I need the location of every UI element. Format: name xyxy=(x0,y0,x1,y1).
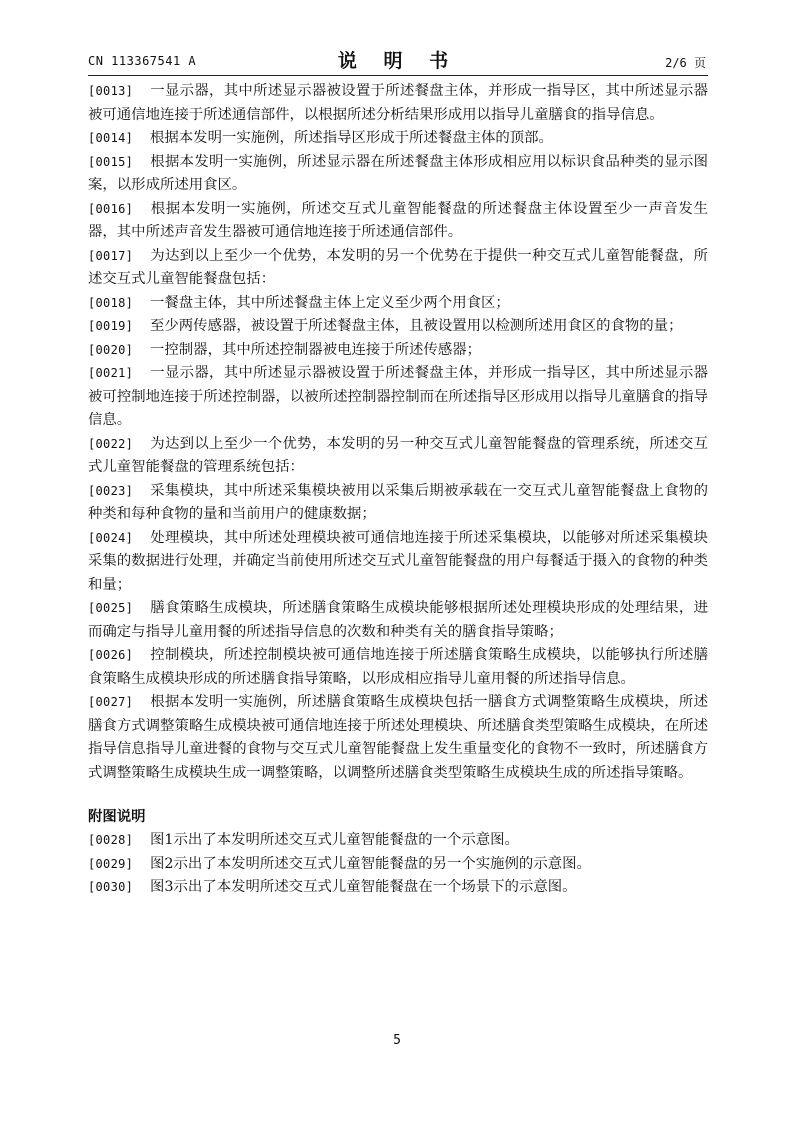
section-heading: 附图说明 xyxy=(88,809,146,825)
paragraph xyxy=(88,339,708,363)
paragraph-text: 一显示器，其中所述显示器被设置于所述餐盘主体，并形成一指导区，其中所述显示器被可通信地连接于所述通信部件，以根据所述分析结果形成用以指导儿童膳食的指导信息。 xyxy=(88,83,708,123)
paragraph xyxy=(88,597,708,644)
paragraph-text: 图1示出了本发明所述交互式儿童智能餐盘的一个示意图。 xyxy=(150,832,519,848)
paragraph-text: 根据本发明一实施例，所述指导区形成于所述餐盘主体的顶部。 xyxy=(150,130,553,146)
paragraph-text: 图3示出了本发明所述交互式儿童智能餐盘在一个场景下的示意图。 xyxy=(150,879,577,895)
paragraph-text: 根据本发明一实施例，所述显示器在所述餐盘主体形成相应用以标识食品种类的显示图案，以形成所述用食区。 xyxy=(88,153,708,193)
paragraph-number: [0015] xyxy=(88,154,134,169)
paragraph-number: [0028] xyxy=(88,833,134,847)
paragraph-number: [0030] xyxy=(88,880,134,894)
page-header xyxy=(88,48,708,74)
paragraph xyxy=(88,127,708,151)
paragraph xyxy=(88,527,708,598)
figure-paragraph xyxy=(88,853,708,877)
paragraph-number: [0016] xyxy=(88,201,134,216)
paragraph-text: 膳食策略生成模块，所述膳食策略生成模块能够根据所述处理模块形成的处理结果，进而确定与指导儿童用餐的所述指导信息的次数和种类有关的膳食指导策略； xyxy=(88,600,708,640)
page-number: 5 xyxy=(393,1033,401,1048)
paragraph-number: [0029] xyxy=(88,856,134,871)
paragraph xyxy=(88,433,708,480)
paragraph-number: [0020] xyxy=(88,342,134,357)
paragraph xyxy=(88,315,708,339)
paragraph-text: 一显示器，其中所述显示器被设置于所述餐盘主体，并形成一指导区，其中所述显示器被可控制地连接于所述控制器，以被所述控制器控制而在所述指导区形成用以指导儿童膳食的指导信息。 xyxy=(88,365,708,428)
paragraph xyxy=(88,292,708,316)
paragraph-text: 采集模块，其中所述采集模块被用以采集后期被承载在一交互式儿童智能餐盘上食物的种类和每种食物的量和当前用户的健康数据； xyxy=(88,482,708,522)
paragraph-number: [0022] xyxy=(88,436,134,451)
paragraph xyxy=(88,480,708,527)
figure-paragraph xyxy=(88,829,708,853)
paragraph xyxy=(88,245,708,292)
patent-number: CN 113367541 A xyxy=(88,54,197,68)
paragraph-text: 至少两传感器，被设置于所述餐盘主体，且被设置用以检测所述用食区的食物的量； xyxy=(150,318,683,334)
paragraph-number: [0017] xyxy=(88,248,134,263)
paragraph xyxy=(88,198,708,245)
paragraph-number: [0013] xyxy=(88,84,134,98)
paragraph-number: [0019] xyxy=(88,319,134,333)
paragraph-text: 控制模块，所述控制模块被可通信地连接于所述膳食策略生成模块，以能够执行所述膳食策略生成模块形成的所述膳食指导策略，以形成相应指导儿童用餐的所述指导信息。 xyxy=(88,647,708,687)
paragraph-text: 为达到以上至少一个优势，本发明的另一种交互式儿童智能餐盘的管理系统，所述交互式儿童智能餐盘的管理系统包括： xyxy=(88,435,708,475)
paragraph-text: 一控制器，其中所述控制器被电连接于所述传感器； xyxy=(150,341,481,358)
paragraph xyxy=(88,362,708,433)
paragraph-text: 为达到以上至少一个优势，本发明的另一个优势在于提供一种交互式儿童智能餐盘，所述交互式儿童智能餐盘包括： xyxy=(88,247,708,287)
paragraph xyxy=(88,691,708,785)
document-body xyxy=(88,80,708,900)
figure-paragraph xyxy=(88,876,708,900)
paragraph xyxy=(88,644,708,691)
paragraph-number: [0026] xyxy=(88,648,134,662)
paragraph-text: 处理模块，其中所述处理模块被可通信地连接于所述采集模块，以能够对所述采集模块采集的数据进行处理，并确定当前使用所述交互式儿童智能餐盘的用户每餐适于摄入的食物的种类和量； xyxy=(88,529,708,593)
paragraph xyxy=(88,151,708,198)
page-info: 2/6 页 xyxy=(665,56,706,70)
paragraph-text: 一餐盘主体，其中所述餐盘主体上定义至少两个用食区； xyxy=(150,294,510,311)
paragraph-text: 根据本发明一实施例，所述膳食策略生成模块包括一膳食方式调整策略生成模块，所述膳食方式调整策略生成模块被可通信地连接于所述处理模块、所述膳食类型策略生成模块，在所述指导信息指导儿童进餐的食物与交互式儿童智能餐盘上发生重量变化的食物不一致时，所述膳食方式调整策略生成模块生成一调整策略，以调整所述膳食类型策略生成模块生成的所述指导策略。 xyxy=(88,694,708,781)
header-rule xyxy=(88,75,708,76)
paragraph-text: 根据本发明一实施例，所述交互式儿童智能餐盘的所述餐盘主体设置至少一声音发生器，其中所述声音发生器被可通信地连接于所述通信部件。 xyxy=(88,200,708,240)
paragraph xyxy=(88,80,708,127)
paragraph-number: [0023] xyxy=(88,483,134,498)
paragraph-number: [0025] xyxy=(88,601,134,615)
paragraph-number: [0021] xyxy=(88,366,134,380)
paragraph-number: [0018] xyxy=(88,295,134,310)
paragraph-number: [0027] xyxy=(88,695,134,709)
paragraph-number: [0014] xyxy=(88,131,134,145)
paragraph-text: 图2示出了本发明所述交互式儿童智能餐盘的另一个实施例的示意图。 xyxy=(150,855,591,872)
paragraph-number: [0024] xyxy=(88,530,134,545)
document-title: 说 明 书 xyxy=(337,50,459,72)
